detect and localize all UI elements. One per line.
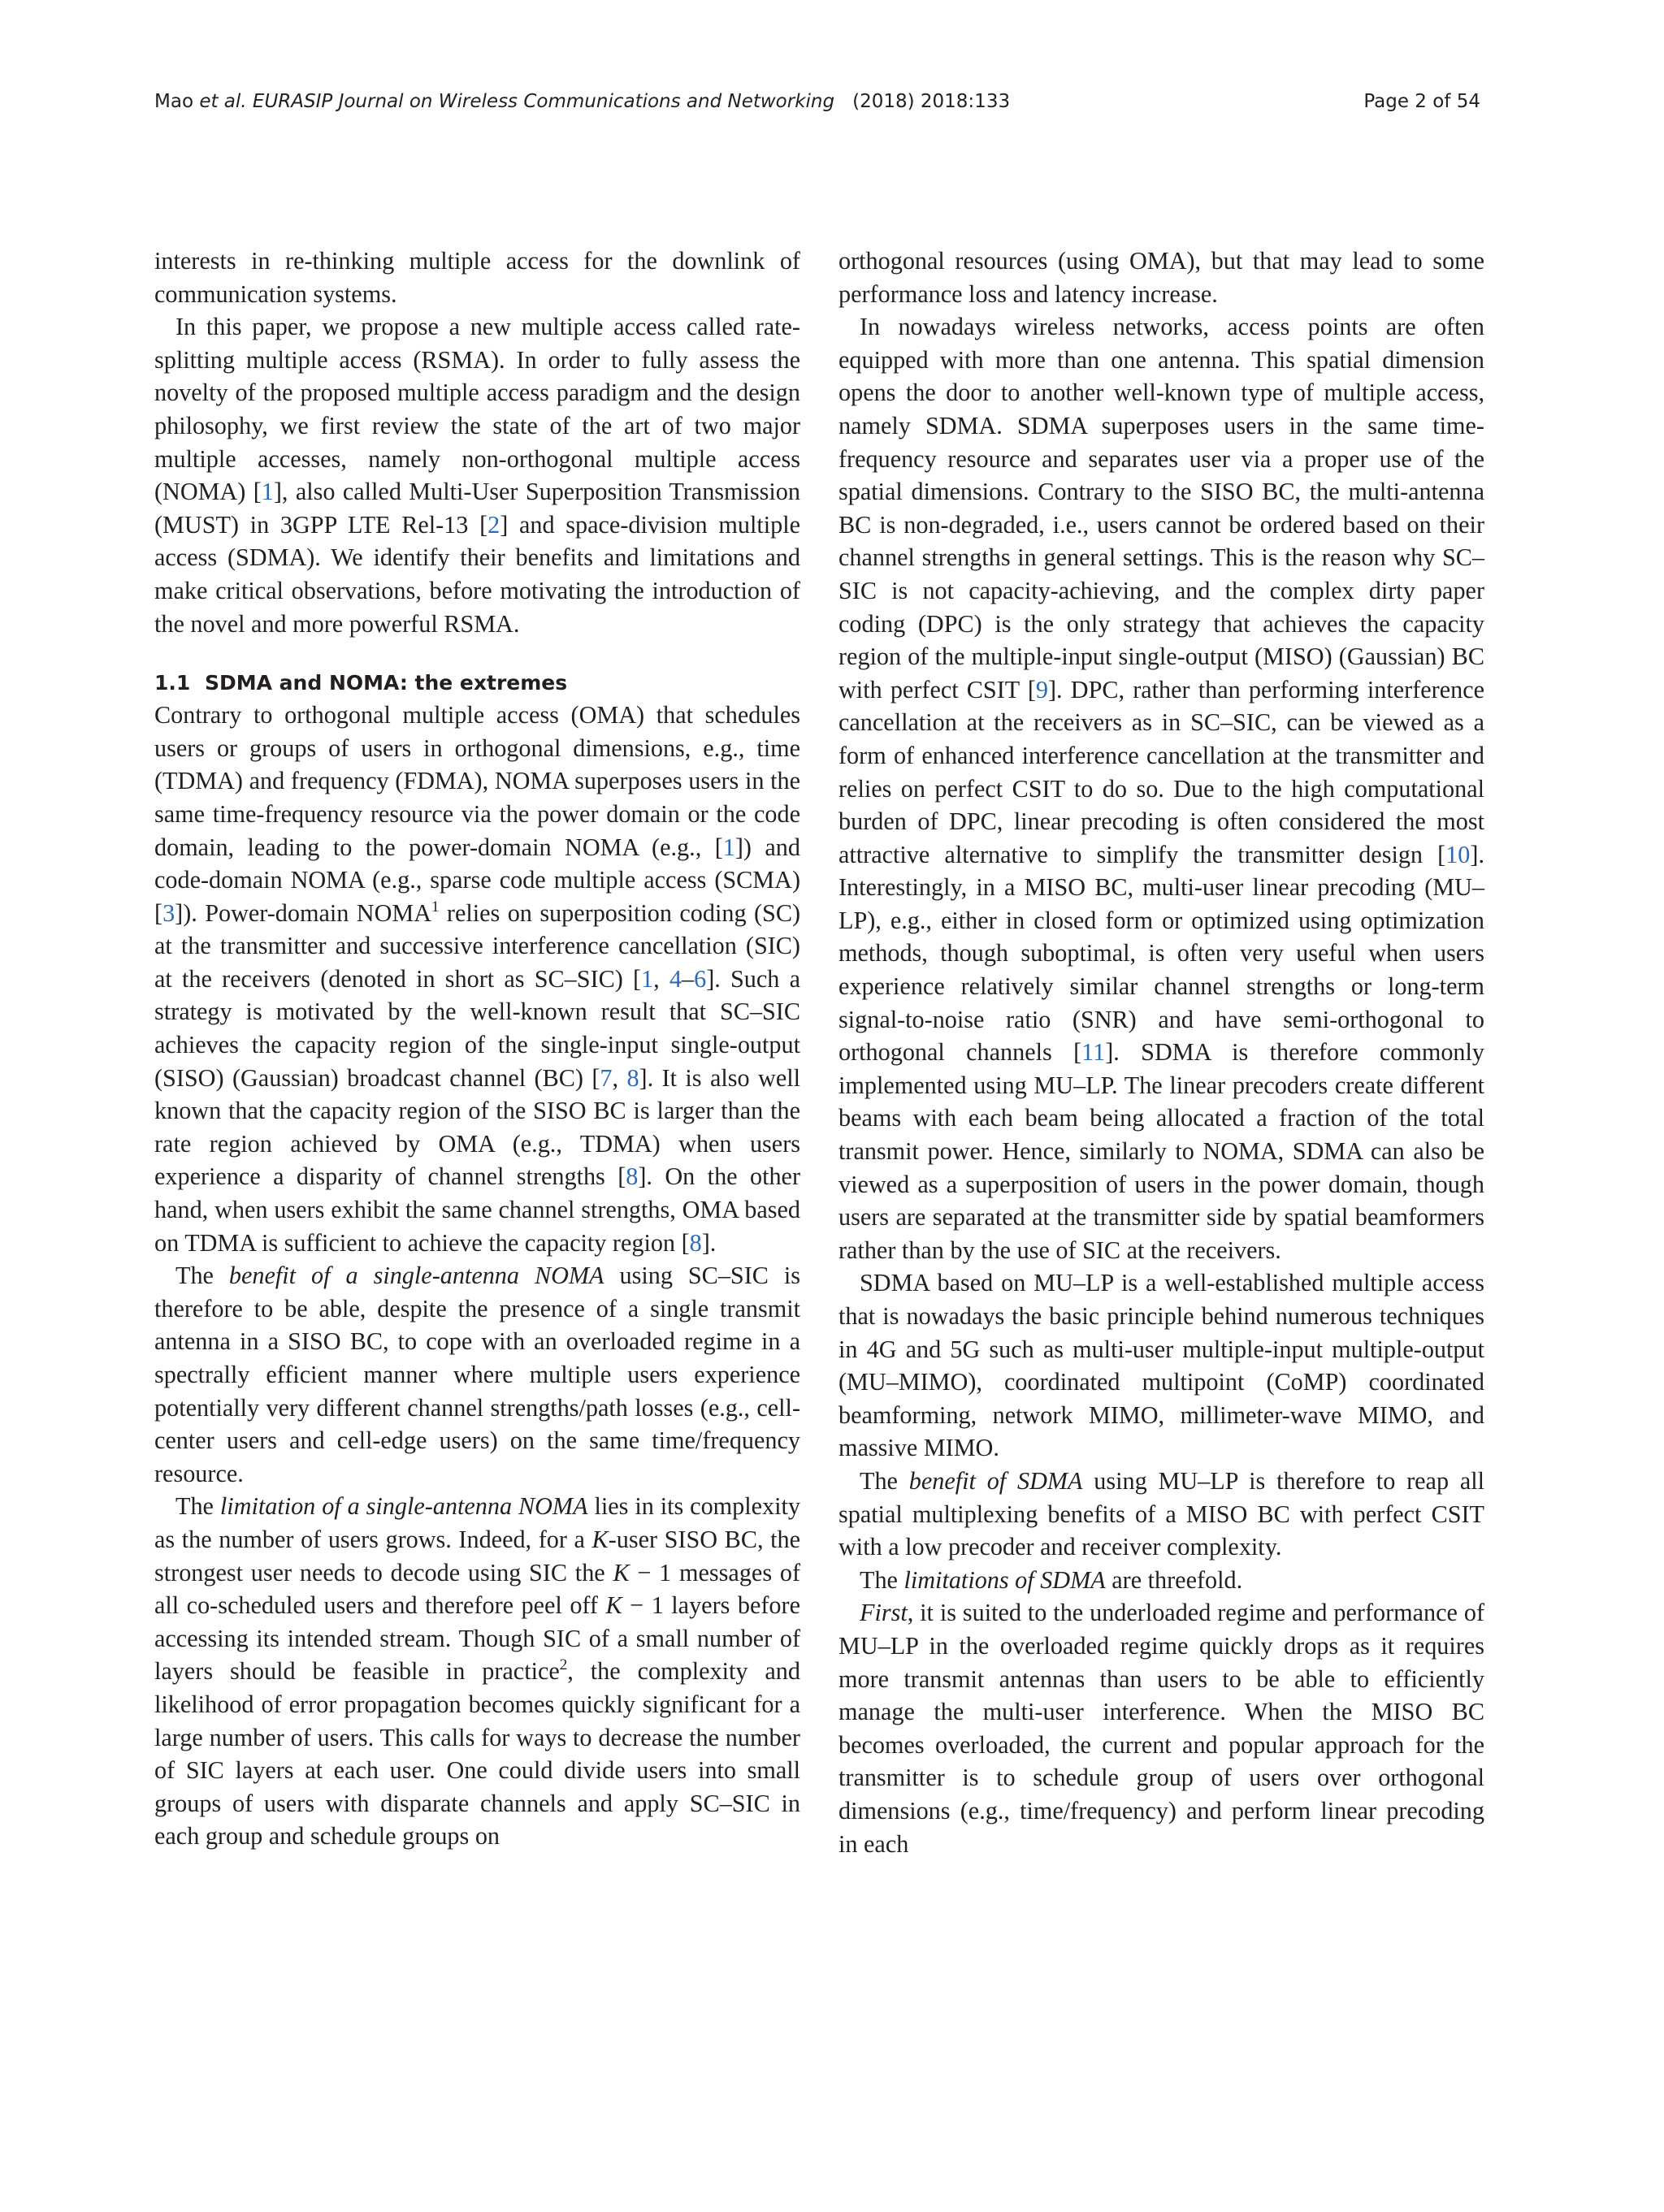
paragraph: In this paper, we propose a new multiple access called rate-splitting multiple access (RSMA). In order to fully assess the novelty of the proposed multiple access paradigm and the design philosophy, we first review the state of the art of two major multiple accesses, namely non-orthogonal multiple access (NOMA) [1], also called Multi-User Superposition Transmission (MUST) in 3GPP LTE Rel-13 [2] and space-division multiple access (SDMA). We identify their benefits and limitations and make critical observations, before motivating the introduction of the novel and more powerful RSMA. — [154, 313, 800, 638]
header-et-al: et al. — [199, 91, 247, 112]
emphasis: First — [860, 1599, 908, 1627]
citation-link[interactable]: 3 — [162, 898, 176, 927]
citation-link[interactable]: 10 — [1445, 840, 1471, 868]
paragraph: The benefit of a single-antenna NOMA using SC–SIC is therefore to be able, despite the presence of a single transmit antenna in a SISO BC, to cope with an overloaded regime in a spectrally efficient manner where multiple users experience potentially very different channel strengths/path losses (e.g., cell-center users and cell-edge users) on the same time/frequency resource. — [154, 1262, 801, 1487]
header-page-number: Page 2 of 54 — [1363, 91, 1480, 112]
citation-link[interactable]: 8 — [626, 1063, 639, 1092]
header-citation-line — [154, 91, 1010, 112]
header-volume: (2018) 2018:133 — [852, 91, 1011, 112]
citation-link[interactable]: 8 — [626, 1162, 639, 1191]
citation-link[interactable]: 4 — [669, 964, 682, 993]
emphasis: benefit of SDMA — [908, 1466, 1083, 1495]
math-variable: K — [613, 1558, 630, 1586]
paragraph: The benefit of SDMA using MU–LP is therefore to reap all spatial multiplexing benefits of a MISO BC with perfect CSIT with a low precoder and receiver complexity. — [838, 1466, 1485, 1561]
right-column — [838, 245, 1484, 1860]
citation-link[interactable]: 7 — [600, 1063, 613, 1092]
paragraph: First, it is suited to the underloaded regime and performance of MU–LP in the overloaded regime quickly drops as it requires more transmit antennas than users to be able to efficiently manage the multi-user interference. When the MISO BC becomes overloaded, the current and popular approach for the transmitter is to schedule group of users over orthogonal dimensions (e.g., time/frequency) and perform linear precoding in each — [838, 1599, 1484, 1858]
citation-link[interactable]: 6 — [694, 964, 707, 993]
paragraph: interests in re-thinking multiple access for the downlink of communication systems. — [154, 247, 800, 308]
header-journal: EURASIP Journal on Wireless Communications and Networking — [252, 91, 835, 112]
section-title: SDMA and NOMA: the extremes — [205, 671, 568, 695]
footnote-marker: 1 — [431, 898, 440, 916]
paragraph: The limitations of SDMA are threefold. — [860, 1565, 1243, 1594]
citation-link[interactable]: 1 — [261, 478, 274, 506]
left-column — [154, 245, 800, 1853]
paragraph: orthogonal resources (using OMA), but that may lead to some performance loss and latency increase. — [838, 247, 1484, 308]
header-authors: Mao — [154, 91, 200, 112]
emphasis: benefit of a single-antenna NOMA — [228, 1262, 604, 1290]
math-variable: K — [605, 1591, 622, 1620]
citation-link[interactable]: 8 — [689, 1228, 702, 1257]
footnote-marker: 2 — [559, 1656, 568, 1674]
emphasis: limitations of SDMA — [904, 1565, 1106, 1594]
citation-link[interactable]: 1 — [722, 833, 735, 861]
running-header — [154, 91, 1480, 123]
paragraph: Contrary to orthogonal multiple access (OMA) that schedules users or groups of users in orthogonal dimensions, e.g., time (TDMA) and frequency (FDMA), NOMA superposes users in the same time-frequency resource via the power domain or the code domain, leading to the power-domain NOMA (e.g., [1]) and code-domain NOMA (e.g., sparse code multiple access (SCMA) [3]). Power-domain NOMA$^1$ relies on superposition coding (SC) at the transmitter and successive interference cancellation (SIC) at the receivers (denoted in short as SC–SIC) [1, 4–6]. Such a strategy is motivated by the well-known result that SC–SIC achieves the capacity region of the single-input single-output (SISO) (Gaussian) broadcast channel (BC) [7, 8]. It is also well known that the capacity region of the SISO BC is larger than the rate region achieved by OMA (e.g., TDMA) when users experience a disparity of channel strengths [8]. On the other hand, when users exhibit the same channel strengths, OMA based on TDMA is sufficient to achieve the capacity region [8]. — [154, 701, 800, 1257]
section-number: 1.1 — [154, 671, 191, 695]
section-heading — [154, 668, 800, 699]
citation-link[interactable]: 1 — [641, 964, 654, 993]
paragraph: The limitation of a single-antenna NOMA lies in its complexity as the number of users grows. Indeed, for a K-user SISO BC, the strongest user needs to decode using SIC the K − 1 messages of all co-scheduled users and therefore peel off K − 1 layers before accessing its intended stream. Though SIC of a small number of layers should be feasible in practice$^2$, the complexity and likelihood of error propagation becomes quickly significant for a large number of users. This calls for ways to decrease the number of SIC layers at each user. One could divide users into small groups of users with disparate channels and apply SC–SIC in each group and schedule groups on — [154, 1492, 800, 1851]
paragraph: SDMA based on MU–LP is a well-established multiple access that is nowadays the basic principle behind numerous techniques in 4G and 5G such as multi-user multiple-input multiple-output (MU–MIMO), coordinated multipoint (CoMP) coordinated beamforming, network MIMO, millimeter-wave MIMO, and massive MIMO. — [838, 1269, 1484, 1462]
paragraph: In nowadays wireless networks, access points are often equipped with more than one antenna. This spatial dimension opens the door to another well-known type of multiple access, namely SDMA. SDMA superposes users in the same time-frequency resource and separates user via a proper use of the spatial dimensions. Contrary to the SISO BC, the multi-antenna BC is non-degraded, i.e., users cannot be ordered based on their channel strengths in general settings. This is the reason why SC–SIC is not capacity-achieving, and the complex dirty paper coding (DPC) is the only strategy that achieves the capacity region of the multiple-input single-output (MISO) (Gaussian) BC with perfect CSIT [9]. DPC, rather than performing interference cancellation at the receivers as in SC–SIC, can be viewed as a form of enhanced interference cancellation at the transmitter and relies on perfect CSIT to do so. Due to the high computational burden of DPC, linear precoding is often considered the most attractive alternative to simplify the transmitter design [10]. Interestingly, in a MISO BC, multi-user linear precoding (MU–LP), e.g., either in closed form or optimized using optimization methods, though suboptimal, is often very useful when users experience relatively similar channel strengths or long-term signal-to-noise ratio (SNR) and have semi-orthogonal to orthogonal channels [11]. SDMA is therefore commonly implemented using MU–LP. The linear precoders create different beams with each beam being allocated a fraction of the total transmit power. Hence, similarly to NOMA, SDMA can also be viewed as a superposition of users in the power domain, though users are separated at the transmitter side by spatial beamformers rather than by the use of SIC at the receivers. — [838, 313, 1485, 1264]
emphasis: limitation of a single-antenna NOMA — [219, 1492, 588, 1521]
citation-link[interactable]: 11 — [1081, 1038, 1106, 1067]
citation-link[interactable]: 9 — [1035, 675, 1048, 703]
citation-link[interactable]: 2 — [488, 510, 500, 539]
math-variable: K — [592, 1525, 609, 1553]
